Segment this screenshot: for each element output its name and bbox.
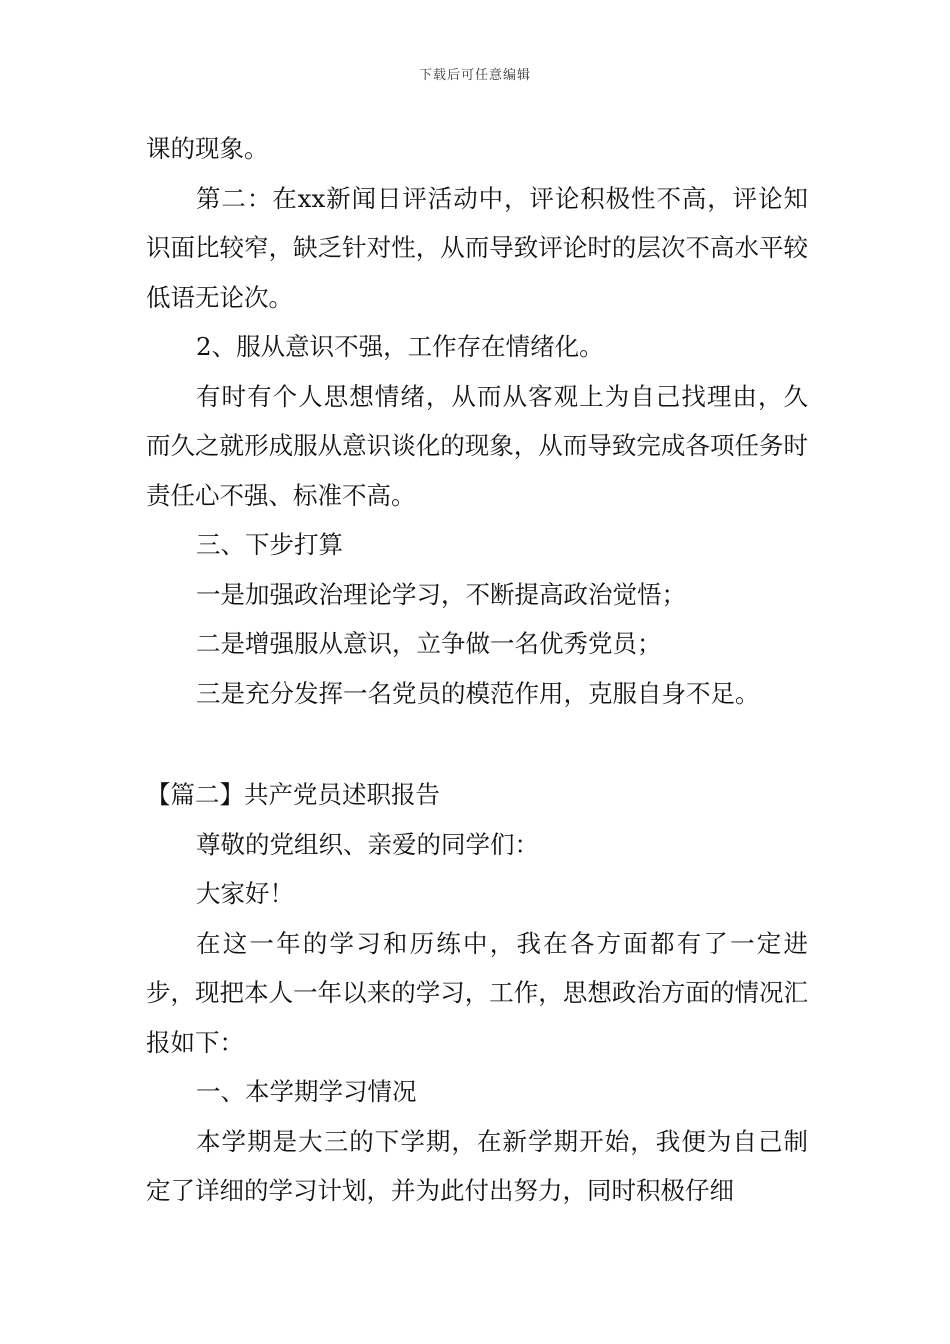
page-header: 下载后可任意编辑 — [418, 68, 531, 83]
list-item: 三是充分发挥一名党员的模范作用，克服自身不足。 — [196, 678, 760, 708]
paragraph: 2、服从意识不强，工作存在情绪化。 — [196, 332, 604, 361]
paragraph: 本学期是大三的下学期，在新学期开始，我便为自己制定了详细的学习计划，并为此付出努力，同时积极仔细 — [146, 1126, 808, 1205]
section-title: 【篇二】共产党员述职报告 — [146, 780, 440, 809]
paragraph: 有时有个人思想情绪，从而从客观上为自己找理由，久而久之就形成服从意识谈化的现象，从而导致完成各项任务时责任心不强、标准不高。 — [146, 381, 808, 510]
section-heading: 一、本学期学习情况 — [196, 1077, 417, 1106]
paragraph: 在这一年的学习和历练中，我在各方面都有了一定进步，现把本人一年以来的学习，工作，思想政治方面的情况汇报如下： — [146, 928, 808, 1057]
salutation: 尊敬的党组织、亲爱的同学们： — [196, 829, 539, 859]
paragraph: 第二：在xx新闻日评活动中，评论积极性不高，评论知识面比较窄，缺乏针对性，从而导致评论时的层次不高水平较低语无论次。 — [146, 183, 808, 312]
list-item: 二是增强服从意识，立争做一名优秀党员； — [196, 629, 662, 658]
list-item: 一是加强政治理论学习，不断提高政治觉悟； — [196, 579, 686, 609]
section-spacer — [146, 718, 808, 770]
section-heading: 三、下步打算 — [196, 530, 343, 559]
document-body — [146, 124, 808, 1216]
greeting: 大家好！ — [196, 879, 294, 908]
paragraph: 课的现象。 — [146, 134, 269, 163]
